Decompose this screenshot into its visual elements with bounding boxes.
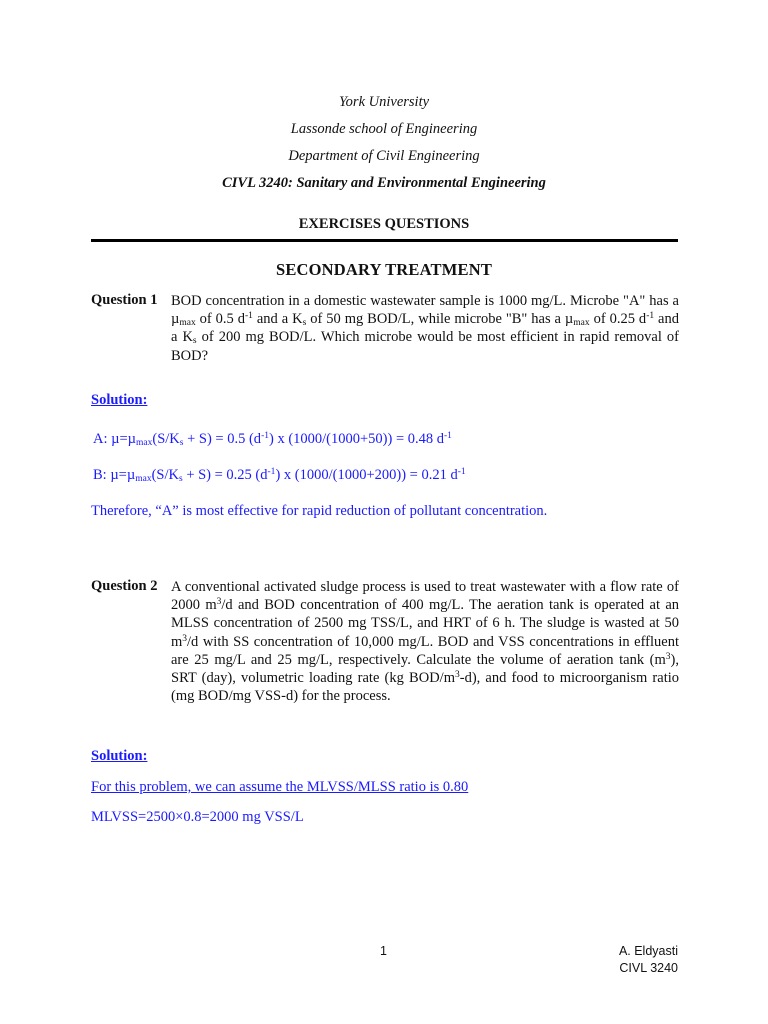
footer-course-code: CIVL 3240 xyxy=(619,961,678,975)
section-title: SECONDARY TREATMENT xyxy=(275,260,493,279)
question-2-solution-label: Solution: xyxy=(91,748,148,764)
footer-author-block xyxy=(619,943,678,977)
question-1-text: BOD concentration in a domestic wastewater sample is 1000 mg/L. Microbe "A" has a µ$_{max}$ of 0.5 $d^{-1}$ and a $K_s$ of 50 mg BOD/L, while microbe "B" has a µ$_{max}$ of 0.25 $d^{-1}$ and a $K_s$ of 200 mg BOD/L. Which microbe would be most efficient in rapid removal of BOD? xyxy=(171,293,679,364)
header-divider xyxy=(91,239,678,242)
solution-conclusion: Therefore, “A” is most effective for rapid reduction of pollutant concentration. xyxy=(91,503,548,519)
solution-b-equation: B: $\mu=\mu_{max}(S/K_s + S) = 0.25$ $(d^{-1})$ x (1000/(1000+200)) = 0.21 $d^{-1}$ xyxy=(93,467,466,484)
solution-a-equation: A: $\mu=\mu_{max}(S/K_s + S) = 0.5$ $(d^{-1})$ x (1000/(1000+50)) = 0.48 $d^{-1}$ xyxy=(93,431,452,448)
exercises-title: EXERCISES QUESTIONS xyxy=(298,216,470,232)
question-1-label: Question 1 xyxy=(91,292,158,308)
page-number: 1 xyxy=(380,944,387,958)
university-name: York University xyxy=(338,94,430,110)
question-2-label: Question 2 xyxy=(91,578,158,594)
solution-assumption: For this problem, we can assume the MLVSS/MLSS ratio is 0.80 xyxy=(91,779,469,795)
question-2-text: A conventional activated sludge process is used to treat wastewater with a flow rate of 2000 $m^3/d$ and BOD concentration of 400 mg/L. The aeration tank is operated at an MLSS concentration of 2500 mg TSS/L, and HRT of 6 h. The sludge is wasted at 50 $m^3/d$ with SS concentration of 10,000 mg/L. BOD and VSS concentrations in effluent are 25 mg/L and 25 mg/L, respectively. Calculate the volume of aeration tank $(m^3)$, SRT (day), volumetric loading rate (kg BOD/$m^3-d$), and food to microorganism ratio (mg BOD/mg VSS-d) for the process. xyxy=(171,579,680,705)
department-name: Department of Civil Engineering xyxy=(288,148,480,164)
question-1-solution-label: Solution: xyxy=(91,392,148,408)
course-title: CIVL 3240: Sanitary and Environmental Engineering xyxy=(222,175,546,191)
school-name: Lassonde school of Engineering xyxy=(290,121,478,137)
mlvss-calculation: MLVSS=2500×0.8=2000 mg VSS/L xyxy=(91,809,304,825)
author-name: A. Eldyasti xyxy=(618,944,678,958)
